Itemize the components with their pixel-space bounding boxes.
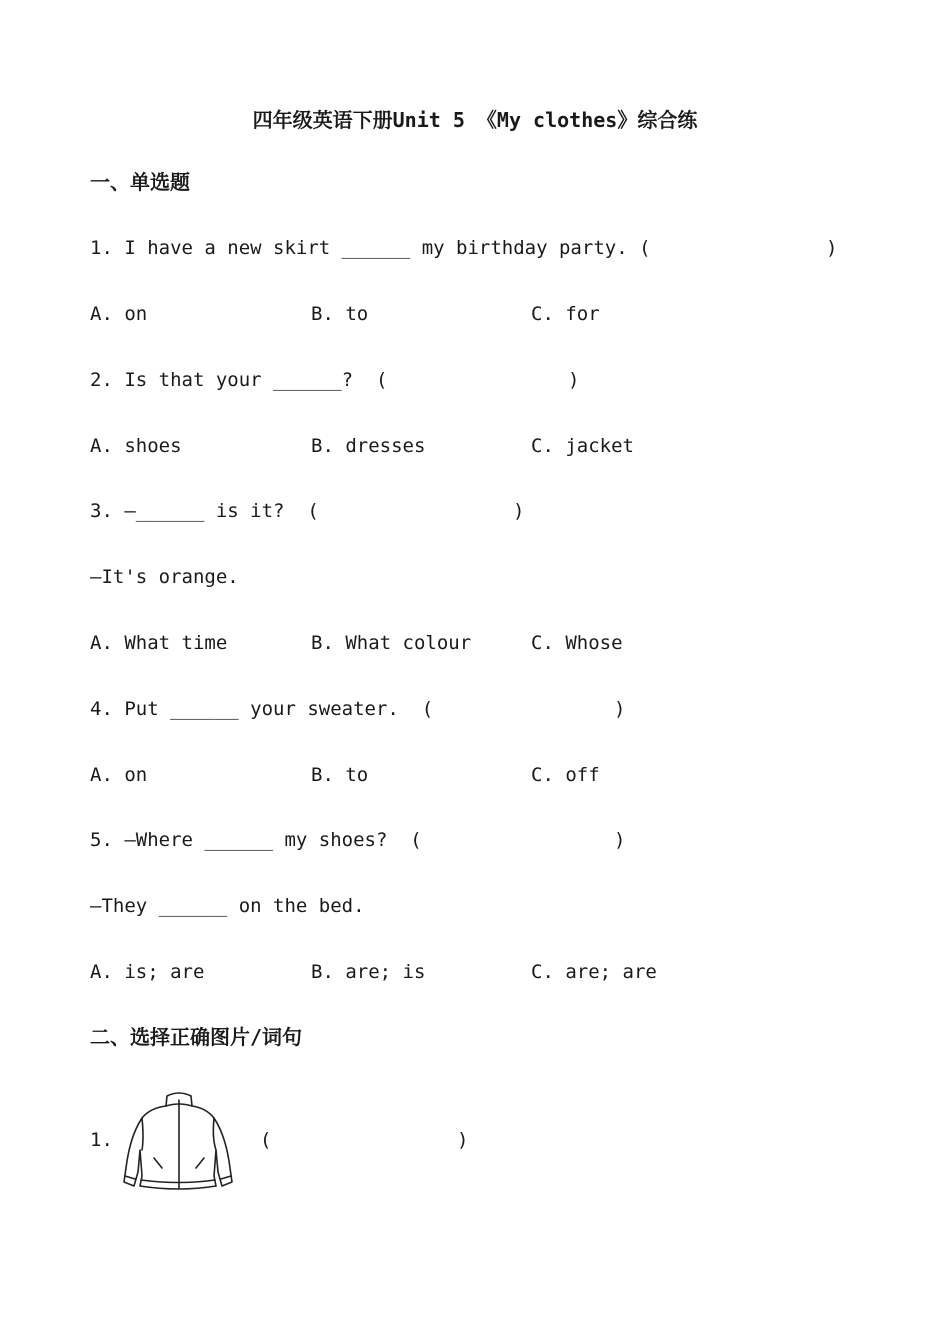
question-3-stem: 3. —______ is it? ( <box>90 500 319 522</box>
question-2-option-c[interactable]: C. jacket <box>531 435 634 457</box>
section-heading-picture-choice: 二、选择正确图片/词句 <box>90 1025 303 1049</box>
question-2-answer-close: ) <box>568 369 580 391</box>
picture-question-1-number: 1. <box>90 1129 113 1151</box>
question-5-option-a[interactable]: A. is; are <box>90 961 205 983</box>
picture-question-1-answer-open: ( <box>260 1129 272 1151</box>
question-3-option-a[interactable]: A. What time <box>90 632 228 654</box>
picture-question-1-answer-close: ) <box>457 1129 469 1151</box>
section-heading-single-choice: 一、单选题 <box>90 170 190 194</box>
question-5-option-c[interactable]: C. are; are <box>531 961 657 983</box>
question-1-stem: 1. I have a new skirt ______ my birthday party. ( <box>90 237 651 259</box>
question-4-option-b[interactable]: B. to <box>311 764 369 786</box>
question-4-option-c[interactable]: C. off <box>531 764 600 786</box>
question-1-option-b[interactable]: B. to <box>311 303 369 325</box>
question-4-stem: 4. Put ______ your sweater. ( <box>90 698 434 720</box>
jacket-icon <box>120 1088 238 1194</box>
question-5-answer-close: ) <box>614 829 626 851</box>
question-4-option-a[interactable]: A. on <box>90 764 148 786</box>
question-3-option-b[interactable]: B. What colour <box>311 632 472 654</box>
question-1-option-a[interactable]: A. on <box>90 303 148 325</box>
question-1-answer-close: ) <box>826 237 838 259</box>
question-2-option-a[interactable]: A. shoes <box>90 435 182 457</box>
question-5-reply: —They ______ on the bed. <box>90 895 365 917</box>
question-5-stem: 5. —Where ______ my shoes? ( <box>90 829 422 851</box>
question-5-option-b[interactable]: B. are; is <box>311 961 426 983</box>
question-4-answer-close: ) <box>614 698 626 720</box>
question-2-stem: 2. Is that your ______? ( <box>90 369 388 391</box>
page-title: 四年级英语下册Unit 5 《My clothes》综合练 <box>252 108 698 132</box>
question-3-reply: —It's orange. <box>90 566 239 588</box>
question-3-answer-close: ) <box>513 500 525 522</box>
question-2-option-b[interactable]: B. dresses <box>311 435 426 457</box>
question-1-option-c[interactable]: C. for <box>531 303 600 325</box>
question-3-option-c[interactable]: C. Whose <box>531 632 623 654</box>
